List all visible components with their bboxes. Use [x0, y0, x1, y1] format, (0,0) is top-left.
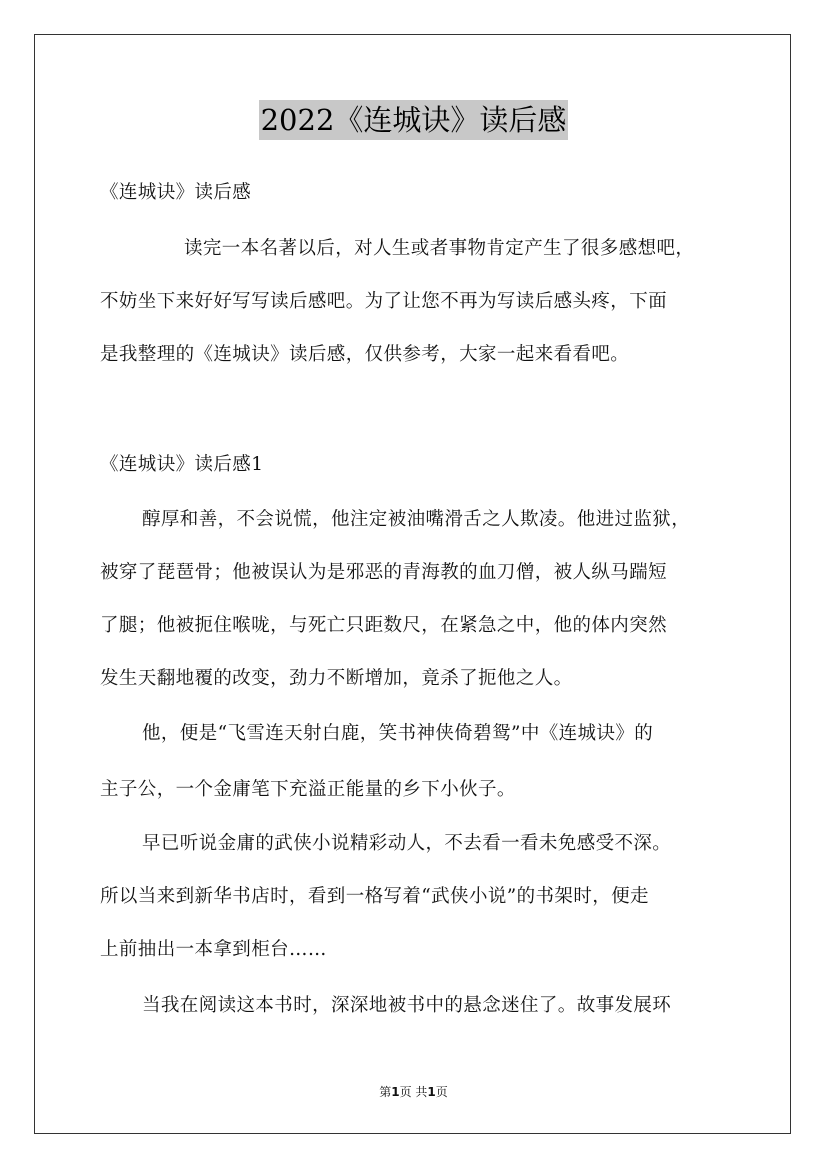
body-line: 所以当来到新华书店时，看到一格写着“武侠小说”的书架时，便走 — [100, 886, 649, 907]
body-line: 了腿；他被扼住喉咙，与死亡只距数尺，在紧急之中，他的体内突然 — [100, 615, 668, 636]
intro-line-2: 不妨坐下来好好写写读后感吧。为了让您不再为写读后感头疼，下面 — [100, 291, 668, 312]
intro-line-3: 是我整理的《连城诀》读后感，仅供参考，大家一起来看看吧。 — [100, 344, 630, 365]
body-line: 他，便是“飞雪连天射白鹿，笑书神侠倚碧鸳”中《连城诀》的 — [142, 723, 654, 744]
body-line: 醇厚和善，不会说慌，他注定被油嘴滑舌之人欺凌。他进过监狱， — [142, 509, 691, 530]
body-line: 发生天翻地覆的改变，劲力不断增加，竟杀了扼他之人。 — [100, 668, 573, 689]
body-line: 被穿了琵琶骨；他被误认为是邪恶的青海教的血刀僧，被人纵马踹短 — [100, 562, 668, 583]
footer-page-prefix: 第 — [379, 1085, 392, 1099]
subtitle: 《连城诀》读后感 — [100, 182, 252, 203]
body-line: 上前抽出一本拿到柜台…… — [100, 939, 327, 960]
footer-total-pages: 1 — [427, 1085, 436, 1099]
footer-page-mid: 页 共 — [399, 1085, 428, 1099]
document-title-block — [0, 100, 827, 140]
intro-line-1: 读完一本名著以后，对人生或者事物肯定产生了很多感想吧， — [184, 238, 695, 259]
document-title: 2022《连城诀》读后感 — [259, 100, 569, 140]
footer-page-number: 1 — [391, 1085, 400, 1099]
footer-page-suffix: 页 — [435, 1085, 448, 1099]
page-footer — [0, 1083, 827, 1100]
body-line: 当我在阅读这本书时，深深地被书中的悬念迷住了。故事发展环 — [142, 995, 672, 1016]
body-line: 早已听说金庸的武侠小说精彩动人，不去看一看未免感受不深。 — [142, 833, 672, 854]
body-line: 主子公，一个金庸笔下充溢正能量的乡下小伙子。 — [100, 779, 516, 800]
section-heading: 《连城诀》读后感1 — [100, 454, 264, 475]
